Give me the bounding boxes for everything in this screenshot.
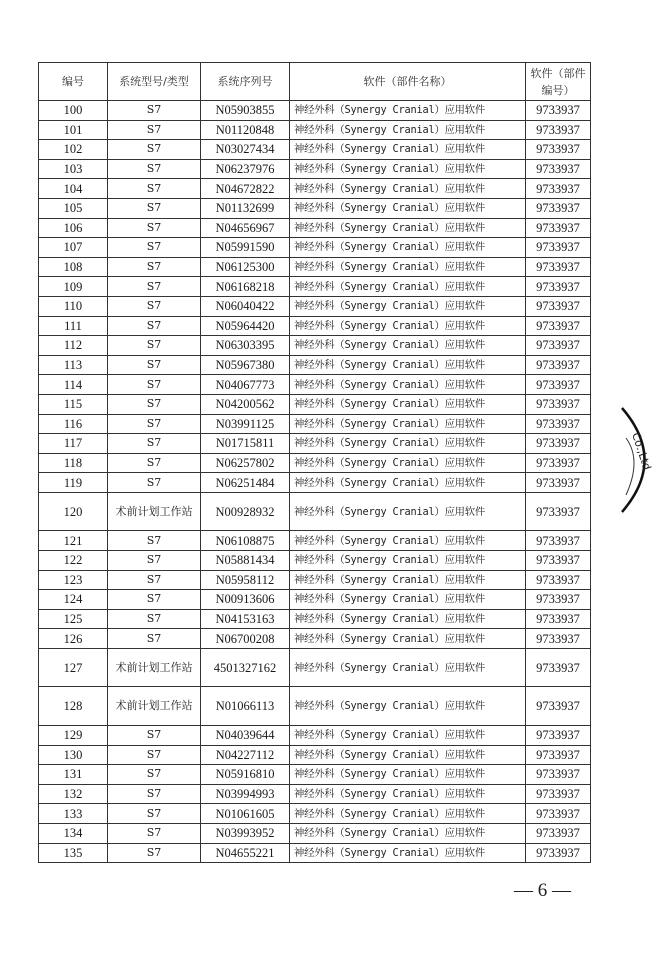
row-number: 133 (39, 804, 108, 824)
row-system-type: S7 (108, 336, 201, 356)
row-software-code: 9733937 (526, 296, 591, 316)
table-row (39, 648, 591, 687)
row-system-serial: N05958112 (201, 570, 290, 590)
row-software-code: 9733937 (526, 179, 591, 199)
row-software-code: 9733937 (526, 375, 591, 395)
table-row (39, 238, 591, 258)
row-software-name: 神经外科（Synergy Cranial）应用软件 (290, 159, 526, 179)
row-number: 126 (39, 629, 108, 649)
table-row (39, 355, 591, 375)
header-number: 编号 (39, 63, 108, 101)
row-number: 121 (39, 531, 108, 551)
row-software-name: 神经外科（Synergy Cranial）应用软件 (290, 492, 526, 531)
row-system-type: S7 (108, 316, 201, 336)
row-software-code: 9733937 (526, 101, 591, 121)
row-system-serial: N05964420 (201, 316, 290, 336)
row-system-serial: N03027434 (201, 140, 290, 160)
row-system-type: S7 (108, 140, 201, 160)
table-row (39, 140, 591, 160)
table-row (39, 120, 591, 140)
table-row (39, 473, 591, 493)
table-row (39, 394, 591, 414)
row-software-name: 神经外科（Synergy Cranial）应用软件 (290, 434, 526, 454)
row-software-name: 神经外科（Synergy Cranial）应用软件 (290, 648, 526, 687)
row-system-type: S7 (108, 629, 201, 649)
table-row (39, 336, 591, 356)
row-system-type: S7 (108, 804, 201, 824)
header-system-serial: 系统序列号 (201, 63, 290, 101)
row-system-serial: N03993952 (201, 823, 290, 843)
row-number: 107 (39, 238, 108, 258)
row-system-serial: N05991590 (201, 238, 290, 258)
row-software-name: 神经外科（Synergy Cranial）应用软件 (290, 120, 526, 140)
table-row (39, 765, 591, 785)
row-software-name: 神经外科（Synergy Cranial）应用软件 (290, 394, 526, 414)
row-system-type: S7 (108, 238, 201, 258)
table-row (39, 277, 591, 297)
row-software-name: 神经外科（Synergy Cranial）应用软件 (290, 296, 526, 316)
row-software-code: 9733937 (526, 804, 591, 824)
row-software-name: 神经外科（Synergy Cranial）应用软件 (290, 784, 526, 804)
table-row (39, 257, 591, 277)
row-software-code: 9733937 (526, 257, 591, 277)
row-system-type: S7 (108, 531, 201, 551)
row-software-code: 9733937 (526, 414, 591, 434)
row-number: 124 (39, 590, 108, 610)
row-software-code: 9733937 (526, 453, 591, 473)
row-software-code: 9733937 (526, 570, 591, 590)
row-software-code: 9733937 (526, 745, 591, 765)
row-software-code: 9733937 (526, 609, 591, 629)
row-system-type: S7 (108, 296, 201, 316)
row-software-code: 9733937 (526, 140, 591, 160)
row-software-name: 神经外科（Synergy Cranial）应用软件 (290, 414, 526, 434)
row-software-code: 9733937 (526, 316, 591, 336)
row-system-type: S7 (108, 101, 201, 121)
table-row (39, 745, 591, 765)
table-row (39, 531, 591, 551)
row-software-name: 神经外科（Synergy Cranial）应用软件 (290, 101, 526, 121)
header-system-type: 系统型号/类型 (108, 63, 201, 101)
row-software-name: 神经外科（Synergy Cranial）应用软件 (290, 316, 526, 336)
row-software-name: 神经外科（Synergy Cranial）应用软件 (290, 725, 526, 745)
row-system-serial: N00913606 (201, 590, 290, 610)
row-system-serial: N01715811 (201, 434, 290, 454)
table-row (39, 434, 591, 454)
row-software-code: 9733937 (526, 531, 591, 551)
row-software-name: 神经外科（Synergy Cranial）应用软件 (290, 804, 526, 824)
row-number: 110 (39, 296, 108, 316)
row-number: 109 (39, 277, 108, 297)
table-row (39, 296, 591, 316)
table-row (39, 198, 591, 218)
row-number: 127 (39, 648, 108, 687)
row-number: 134 (39, 823, 108, 843)
row-system-serial: 4501327162 (201, 648, 290, 687)
row-system-type: S7 (108, 434, 201, 454)
table-body (39, 101, 591, 863)
table-row (39, 179, 591, 199)
row-number: 103 (39, 159, 108, 179)
table-header-row (39, 63, 591, 101)
row-system-type: S7 (108, 218, 201, 238)
row-system-serial: N03994993 (201, 784, 290, 804)
row-system-serial: N04067773 (201, 375, 290, 395)
company-seal-fragment (612, 400, 668, 520)
row-software-name: 神经外科（Synergy Cranial）应用软件 (290, 823, 526, 843)
row-number: 112 (39, 336, 108, 356)
row-number: 116 (39, 414, 108, 434)
row-system-serial: N04655221 (201, 843, 290, 863)
row-software-code: 9733937 (526, 687, 591, 726)
row-software-name: 神经外科（Synergy Cranial）应用软件 (290, 843, 526, 863)
row-software-name: 神经外科（Synergy Cranial）应用软件 (290, 336, 526, 356)
row-system-type: S7 (108, 590, 201, 610)
row-number: 123 (39, 570, 108, 590)
header-software-name: 软件（部件名称） (290, 63, 526, 101)
row-software-name: 神经外科（Synergy Cranial）应用软件 (290, 590, 526, 610)
table-row (39, 375, 591, 395)
row-software-name: 神经外科（Synergy Cranial）应用软件 (290, 375, 526, 395)
page-number: — 6 — (514, 880, 571, 901)
row-system-type: S7 (108, 823, 201, 843)
row-software-name: 神经外科（Synergy Cranial）应用软件 (290, 609, 526, 629)
row-software-code: 9733937 (526, 159, 591, 179)
row-system-type: S7 (108, 725, 201, 745)
row-number: 131 (39, 765, 108, 785)
row-system-type: S7 (108, 765, 201, 785)
row-software-name: 神经外科（Synergy Cranial）应用软件 (290, 238, 526, 258)
row-number: 122 (39, 550, 108, 570)
row-system-serial: N04153163 (201, 609, 290, 629)
row-software-code: 9733937 (526, 648, 591, 687)
row-system-serial: N06108875 (201, 531, 290, 551)
row-number: 113 (39, 355, 108, 375)
row-system-type: S7 (108, 473, 201, 493)
row-system-serial: N06125300 (201, 257, 290, 277)
row-software-code: 9733937 (526, 473, 591, 493)
row-system-serial: N01061605 (201, 804, 290, 824)
row-system-serial: N01132699 (201, 198, 290, 218)
row-software-code: 9733937 (526, 590, 591, 610)
row-system-serial: N05881434 (201, 550, 290, 570)
table-row (39, 316, 591, 336)
row-system-serial: N05916810 (201, 765, 290, 785)
table-row (39, 804, 591, 824)
row-system-type: S7 (108, 843, 201, 863)
row-system-serial: N04227112 (201, 745, 290, 765)
row-system-serial: N06700208 (201, 629, 290, 649)
row-system-type: 术前计划工作站 (108, 648, 201, 687)
row-system-serial: N04672822 (201, 179, 290, 199)
row-software-name: 神经外科（Synergy Cranial）应用软件 (290, 570, 526, 590)
row-system-type: S7 (108, 414, 201, 434)
table-row (39, 453, 591, 473)
row-software-name: 神经外科（Synergy Cranial）应用软件 (290, 198, 526, 218)
row-system-type: 术前计划工作站 (108, 687, 201, 726)
row-software-name: 神经外科（Synergy Cranial）应用软件 (290, 355, 526, 375)
row-software-code: 9733937 (526, 765, 591, 785)
row-number: 118 (39, 453, 108, 473)
table-row (39, 159, 591, 179)
row-system-type: S7 (108, 120, 201, 140)
row-system-serial: N03991125 (201, 414, 290, 434)
table-row (39, 492, 591, 531)
table-row (39, 687, 591, 726)
row-number: 117 (39, 434, 108, 454)
row-system-type: S7 (108, 394, 201, 414)
table-row (39, 629, 591, 649)
row-software-code: 9733937 (526, 550, 591, 570)
row-software-code: 9733937 (526, 277, 591, 297)
row-system-type: S7 (108, 745, 201, 765)
row-number: 135 (39, 843, 108, 863)
row-software-name: 神经外科（Synergy Cranial）应用软件 (290, 140, 526, 160)
row-software-name: 神经外科（Synergy Cranial）应用软件 (290, 218, 526, 238)
table-row (39, 725, 591, 745)
row-number: 132 (39, 784, 108, 804)
row-number: 115 (39, 394, 108, 414)
row-software-code: 9733937 (526, 238, 591, 258)
row-system-serial: N06168218 (201, 277, 290, 297)
row-software-code: 9733937 (526, 198, 591, 218)
table-row (39, 414, 591, 434)
row-number: 102 (39, 140, 108, 160)
row-system-serial: N06303395 (201, 336, 290, 356)
row-system-serial: N05903855 (201, 101, 290, 121)
row-system-type: S7 (108, 609, 201, 629)
row-number: 120 (39, 492, 108, 531)
row-software-name: 神经外科（Synergy Cranial）应用软件 (290, 257, 526, 277)
row-system-type: S7 (108, 159, 201, 179)
row-software-code: 9733937 (526, 434, 591, 454)
row-system-serial: N05967380 (201, 355, 290, 375)
row-number: 111 (39, 316, 108, 336)
row-software-name: 神经外科（Synergy Cranial）应用软件 (290, 277, 526, 297)
row-number: 119 (39, 473, 108, 493)
row-software-name: 神经外科（Synergy Cranial）应用软件 (290, 550, 526, 570)
row-system-serial: N04200562 (201, 394, 290, 414)
row-system-type: S7 (108, 550, 201, 570)
row-system-serial: N01066113 (201, 687, 290, 726)
row-system-serial: N00928932 (201, 492, 290, 531)
row-number: 105 (39, 198, 108, 218)
row-system-serial: N04656967 (201, 218, 290, 238)
row-system-type: S7 (108, 570, 201, 590)
row-system-type: S7 (108, 375, 201, 395)
row-number: 104 (39, 179, 108, 199)
row-software-name: 神经外科（Synergy Cranial）应用软件 (290, 473, 526, 493)
row-software-code: 9733937 (526, 492, 591, 531)
row-software-name: 神经外科（Synergy Cranial）应用软件 (290, 453, 526, 473)
row-number: 100 (39, 101, 108, 121)
row-system-type: S7 (108, 277, 201, 297)
row-software-name: 神经外科（Synergy Cranial）应用软件 (290, 745, 526, 765)
row-software-code: 9733937 (526, 843, 591, 863)
table-row (39, 609, 591, 629)
row-system-type: S7 (108, 179, 201, 199)
row-software-code: 9733937 (526, 394, 591, 414)
row-system-serial: N06251484 (201, 473, 290, 493)
row-software-code: 9733937 (526, 218, 591, 238)
table-row (39, 843, 591, 863)
row-number: 125 (39, 609, 108, 629)
row-software-code: 9733937 (526, 725, 591, 745)
device-software-table (38, 62, 591, 863)
row-software-name: 神经外科（Synergy Cranial）应用软件 (290, 179, 526, 199)
row-system-type: S7 (108, 257, 201, 277)
row-software-code: 9733937 (526, 784, 591, 804)
row-software-code: 9733937 (526, 823, 591, 843)
row-system-serial: N06237976 (201, 159, 290, 179)
row-system-type: S7 (108, 355, 201, 375)
row-software-code: 9733937 (526, 355, 591, 375)
table-row (39, 784, 591, 804)
row-software-name: 神经外科（Synergy Cranial）应用软件 (290, 531, 526, 551)
header-software-code: 软件（部件编号） (526, 63, 591, 101)
row-software-code: 9733937 (526, 336, 591, 356)
row-software-code: 9733937 (526, 629, 591, 649)
row-system-type: S7 (108, 453, 201, 473)
row-number: 106 (39, 218, 108, 238)
row-system-type: S7 (108, 784, 201, 804)
table-row (39, 823, 591, 843)
row-number: 130 (39, 745, 108, 765)
row-software-name: 神经外科（Synergy Cranial）应用软件 (290, 687, 526, 726)
table-row (39, 570, 591, 590)
row-number: 101 (39, 120, 108, 140)
row-system-serial: N01120848 (201, 120, 290, 140)
table-row (39, 590, 591, 610)
row-system-serial: N06257802 (201, 453, 290, 473)
row-number: 114 (39, 375, 108, 395)
table-row (39, 101, 591, 121)
row-system-serial: N06040422 (201, 296, 290, 316)
row-software-name: 神经外科（Synergy Cranial）应用软件 (290, 629, 526, 649)
row-system-type: S7 (108, 198, 201, 218)
seal-text: Co.,Ltd (629, 430, 654, 472)
row-system-type: 术前计划工作站 (108, 492, 201, 531)
table-row (39, 550, 591, 570)
row-number: 129 (39, 725, 108, 745)
row-software-code: 9733937 (526, 120, 591, 140)
table-row (39, 218, 591, 238)
row-system-serial: N04039644 (201, 725, 290, 745)
row-software-name: 神经外科（Synergy Cranial）应用软件 (290, 765, 526, 785)
row-number: 128 (39, 687, 108, 726)
row-number: 108 (39, 257, 108, 277)
